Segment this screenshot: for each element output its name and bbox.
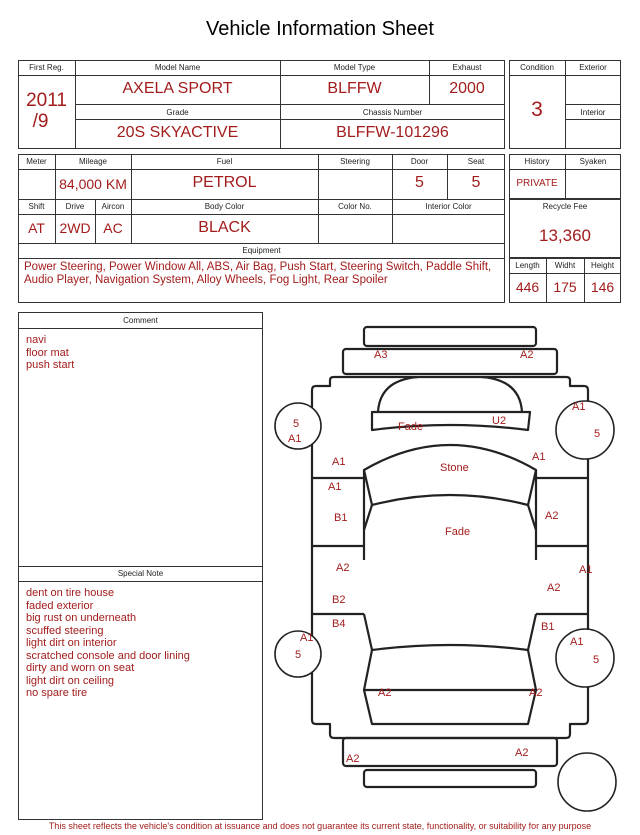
history-label: History (524, 157, 550, 166)
mileage-label: Mileage (78, 157, 107, 166)
exhaust-label: Exhaust (452, 63, 482, 72)
rear-window (364, 614, 536, 650)
chassis-number-label: Chassis Number (362, 108, 423, 117)
length-label: Length (515, 261, 540, 270)
body-color-value: BLACK (198, 219, 251, 236)
recycle-fee-label: Recycle Fee (542, 202, 588, 211)
special-note-item: no spare tire (26, 687, 88, 699)
special-note-item: dent on tire house (26, 587, 115, 599)
fuel-label: Fuel (216, 157, 233, 166)
comment-list (26, 334, 74, 372)
fuel-value: PETROL (192, 174, 257, 191)
mark-front-door-left: B1 (334, 512, 348, 524)
door-value: 5 (415, 174, 424, 191)
mark-tire-rear-left-code: A1 (300, 632, 314, 644)
syaken-label: Syaken (579, 157, 607, 166)
mark-quarter-right: B1 (541, 621, 555, 633)
tire-rear-right (556, 629, 614, 687)
width-label: Widht (554, 261, 576, 270)
hood-panel (372, 412, 530, 430)
page-title: Vehicle Information Sheet (206, 18, 434, 40)
special-note-item: scratched console and door lining (26, 649, 190, 662)
special-note-item: faded exterior (26, 599, 94, 612)
mark-rear-bumper-left: A2 (346, 753, 360, 765)
body-color-label: Body Color (204, 202, 245, 211)
model-type-value: BLFFW (327, 80, 382, 97)
length-value: 446 (515, 279, 540, 295)
mark-tire-rear-left-num: 5 (295, 649, 302, 661)
aircon-value: AC (103, 220, 123, 236)
special-note-label: Special Note (117, 569, 164, 578)
mileage-value: 84,000 KM (59, 176, 127, 192)
condition-value: 3 (531, 98, 543, 121)
front-bumper-top (364, 327, 536, 346)
shift-value: AT (28, 220, 45, 236)
mark-quarter-left: B4 (332, 618, 346, 630)
mark-fender-left: A1 (332, 456, 346, 468)
mark-pillar-left: A1 (328, 481, 342, 493)
mark-front-door-right: A2 (545, 510, 559, 522)
exterior-label: Exterior (579, 63, 607, 72)
mark-rear-door-right: A2 (547, 582, 561, 594)
mark-rear-right-side: A1 (579, 564, 593, 576)
mark-trunk-right: A2 (529, 687, 543, 699)
door-label: Door (410, 157, 429, 166)
mark-rear-bumper-right: A2 (515, 747, 529, 759)
drive-label: Drive (65, 202, 85, 211)
car-damage-diagram (268, 320, 634, 820)
windshield (364, 445, 536, 505)
height-label: Height (590, 261, 615, 270)
first-reg-label: First Reg. (29, 63, 64, 72)
interior-color-label: Interior Color (425, 202, 472, 211)
comment-item: push start (26, 359, 75, 371)
interior-label: Interior (580, 108, 606, 117)
aircon-label: Aircon (101, 202, 125, 211)
comment-item: navi (26, 334, 47, 346)
comment-item: floor mat (26, 346, 69, 359)
seat-value: 5 (471, 174, 481, 191)
shift-label: Shift (28, 202, 45, 211)
model-name-value: AXELA SPORT (122, 80, 233, 97)
mark-fender-right: A1 (532, 451, 546, 463)
mark-tire-rear-right-code: A1 (570, 636, 584, 648)
special-note-item: scuffed steering (26, 624, 104, 637)
mark-trunk-left: A2 (378, 687, 392, 699)
grade-label: Grade (166, 108, 189, 117)
meter-label: Meter (26, 157, 47, 166)
height-value: 146 (590, 279, 615, 295)
condition-label: Condition (520, 63, 554, 72)
mark-hood: Fade (398, 421, 424, 433)
first-reg-month: /9 (32, 111, 49, 132)
mark-tire-front-right-num: 5 (594, 428, 601, 440)
history-value: PRIVATE (516, 178, 558, 189)
recycle-fee-value: 13,360 (539, 226, 591, 245)
mark-tire-front-left-code: A1 (288, 433, 302, 445)
spare-tire (558, 753, 616, 811)
mark-roof: Fade (445, 526, 471, 538)
model-name-label: Model Name (154, 63, 201, 72)
chassis-number-value: BLFFW-101296 (336, 124, 449, 141)
width-value: 175 (553, 279, 577, 295)
mark-front-bumper-left: A3 (374, 349, 388, 361)
special-note-item: big rust on underneath (26, 612, 137, 624)
steering-label: Steering (340, 157, 370, 166)
mark-tire-rear-right-num: 5 (593, 654, 600, 666)
first-reg-year: 2011 (26, 90, 67, 111)
disclaimer-footer: This sheet reflects the vehicle's condition at issuance and does not guarantee its current state, functionality, or suitability for any purpose (48, 821, 592, 831)
equipment-text: Power Steering, Power Window All, ABS, Air Bag, Push Start, Steering Switch, Paddle Shift, Audio Player, Navigation System, Alloy Wheels, Fog Light, Rear Spoiler (24, 261, 492, 286)
special-note-item: light dirt on interior (26, 637, 117, 649)
grade-value: 20S SKYACTIVE (116, 124, 239, 141)
equipment-label: Equipment (242, 246, 281, 255)
comment-label: Comment (123, 316, 158, 325)
mark-rear-door-left-b: B2 (332, 594, 346, 606)
mark-hood-right: U2 (492, 415, 507, 427)
exhaust-value: 2000 (449, 80, 485, 97)
mark-windshield: Stone (440, 462, 469, 474)
color-no-label: Color No. (338, 202, 372, 211)
special-note-item: light dirt on ceiling (26, 674, 115, 687)
mark-tire-front-right-code: A1 (572, 401, 586, 413)
car-body-outline (312, 377, 588, 738)
special-note-list (26, 587, 190, 700)
seat-label: Seat (467, 157, 485, 166)
mark-front-bumper-right: A2 (520, 349, 534, 361)
mark-tire-front-left-num: 5 (293, 418, 300, 430)
special-note-item: dirty and worn on seat (26, 662, 135, 674)
rear-bumper-bottom (364, 770, 536, 787)
mark-rear-door-left-a: A2 (336, 562, 350, 574)
drive-value: 2WD (59, 220, 91, 236)
model-type-label: Model Type (333, 63, 376, 72)
